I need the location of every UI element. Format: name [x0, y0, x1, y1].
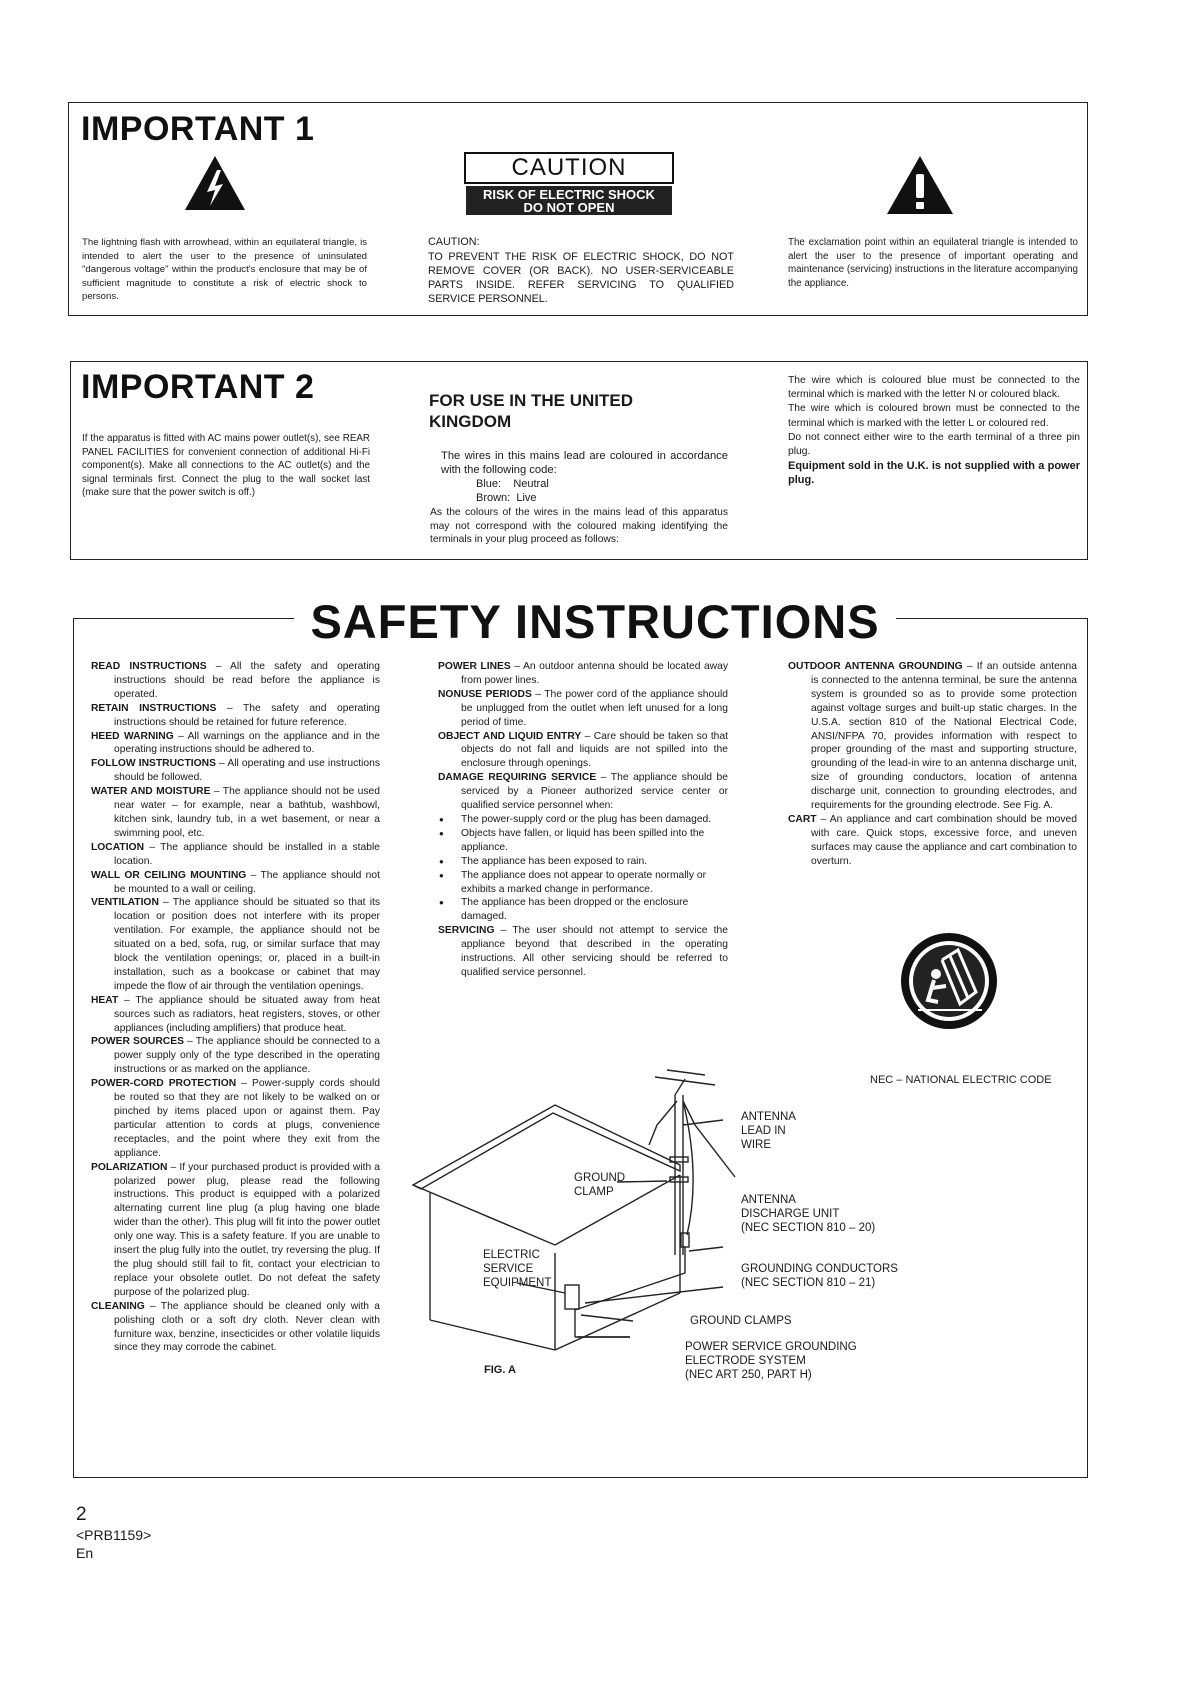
- safety-entry-heading: CLEANING: [91, 1300, 145, 1312]
- safety-entry-heading: WATER AND MOISTURE: [91, 786, 211, 798]
- safety-entry: [788, 813, 1077, 869]
- language-code: En: [76, 1545, 94, 1561]
- damage-condition-item: ● The appliance does not appear to operate normally or exhibits a marked change in performance.: [438, 869, 728, 897]
- safety-entry-text: – The appliance should be serviced by a Pioneer authorized service center or qualified service personnel when:: [461, 772, 729, 812]
- safety-entry-heading: LOCATION: [91, 841, 145, 853]
- caution-band-line-2: DO NOT OPEN: [523, 200, 615, 215]
- safety-entry-heading: SERVICING: [438, 925, 495, 937]
- safety-title: SAFETY INSTRUCTIONS: [294, 595, 895, 648]
- safety-entry: [91, 1077, 380, 1160]
- safety-entry-text: – The power cord of the appliance should be unplugged from the outlet when left unused for a long period of time.: [461, 688, 729, 728]
- safety-entry-heading: HEAT: [91, 994, 119, 1006]
- ground-clamps-label: GROUND CLAMPS: [690, 1315, 792, 1327]
- uk-heading: [429, 390, 633, 432]
- electric-service-label: ELECTRIC SERVICE EQUIPMENT: [483, 1249, 552, 1289]
- wire-code-blue: Blue: Neutral: [476, 478, 549, 490]
- important-2-left-text: If the apparatus is fitted with AC mains power outlet(s), see REAR PANEL FACILITIES for convenient connection of additional Hi-Fi component(s). Make all connections to the AC outlet(s) and the signal terminals first. Connect the plug to the wall socket last (make sure that the power switch is off.): [82, 433, 370, 499]
- lightning-warning-icon: [183, 154, 247, 212]
- exclamation-description: The exclamation point within an equilateral triangle is intended to alert the user to the presence of important operating and maintenance (servicing) instructions in the literature accompanying the appliance.: [788, 237, 1078, 289]
- safety-entry: [91, 1161, 380, 1300]
- safety-entry-text: – The user should not attempt to service the appliance beyond that described in the operating instructions. All other servicing should be referred to qualified service personnel.: [461, 925, 728, 978]
- safety-entry-text: – Care should be taken so that objects do not fall and liquids are not spilled into the enclosure through openings.: [461, 730, 728, 770]
- nec-label: NEC – NATIONAL ELECTRIC CODE: [870, 1074, 1052, 1086]
- caution-word: CAUTION: [464, 152, 674, 184]
- damage-condition-item: ● The appliance has been exposed to rain.: [438, 855, 728, 869]
- caution-label-graphic: [464, 152, 674, 215]
- safety-entry: [91, 994, 380, 1036]
- safety-title-wrap: [0, 596, 1190, 648]
- caution-band-line-1: RISK OF ELECTRIC SHOCK: [483, 187, 655, 202]
- safety-entry: [438, 688, 728, 730]
- page-footer: [76, 1504, 151, 1562]
- safety-entry-text: – The appliance should be connected to a power supply only of the type described in the operating instructions or as marked on the appliance.: [114, 1036, 380, 1076]
- safety-column-2: [438, 660, 728, 980]
- safety-entry: [91, 757, 380, 785]
- safety-entry-heading: POLARIZATION: [91, 1161, 168, 1173]
- lightning-description: The lightning flash with arrowhead, within an equilateral triangle, is intended to alert the user to the presence of uninsulated "dangerous voltage" within the product's enclosure that may be of sufficient magnitude to constitute a risk of electric shock to persons.: [82, 237, 367, 303]
- wire-code-brown: Brown: Live: [476, 492, 537, 504]
- uk-heading-line-2: KINGDOM: [429, 412, 512, 431]
- safety-entry-text: – An outdoor antenna should be located away from power lines.: [461, 661, 728, 686]
- safety-entry-heading: POWER LINES: [438, 661, 511, 672]
- grounding-conductors-label: GROUNDING CONDUCTORS (NEC SECTION 810 – 21): [741, 1263, 898, 1289]
- damage-condition-item: ● The appliance has been dropped or the enclosure damaged.: [438, 896, 728, 924]
- safety-entry-heading: HEED WARNING: [91, 730, 174, 742]
- figure-label: FIG. A: [484, 1364, 516, 1376]
- wire-colours-text: As the colours of the wires in the mains lead of this apparatus may not correspond with the coloured making identifying the terminals in your plug proceed as follows:: [430, 507, 728, 546]
- caution-band: [466, 186, 672, 215]
- safety-entry-text: – If an outside antenna is connected to the antenna terminal, be sure the antenna system is grounded so as to provide some protection against voltage surges and built-up static charges. In the U.S.A. section 810 of the National Electrical Code, ANSI/NFPA 70, provides information with respect to proper grounding of the mast and supporting structure, grounding of the lead-in wire to an antenna discharge unit, size of grounding conductors, location of antenna discharge unit, connection to grounding electrodes, and requirements for the grounding electrode. See Fig. A.: [811, 661, 1077, 812]
- damage-condition-item: ● The power-supply cord or the plug has been damaged.: [438, 813, 728, 827]
- safety-entry-heading: DAMAGE REQUIRING SERVICE: [438, 772, 597, 784]
- safety-entry: [91, 730, 380, 758]
- safety-entry-heading: NONUSE PERIODS: [438, 688, 532, 700]
- safety-entry-text: – An appliance and cart combination should be moved with care. Quick stops, excessive force, and uneven surfaces may cause the appliance and cart combination to overturn.: [811, 813, 1077, 867]
- safety-entry-text: – Power-supply cords should be routed so that they are not likely to be walked on or pinched by items placed upon or against them. Pay particular attention to cords at plugs, convenience receptacles, and the point where they exit from the appliance.: [114, 1078, 380, 1159]
- safety-entry-heading: OBJECT AND LIQUID ENTRY: [438, 730, 582, 742]
- safety-entry-heading: VENTILATION: [91, 897, 159, 909]
- safety-entry-heading: CART: [788, 813, 817, 825]
- no-plug-note: Equipment sold in the U.K. is not supplied with a power plug.: [788, 460, 1080, 487]
- safety-entry-heading: POWER SOURCES: [91, 1036, 184, 1048]
- brown-wire-rule: The wire which is coloured brown must be connected to the terminal which is marked with the letter L or coloured red.: [788, 403, 1080, 429]
- safety-entry-text: – The appliance should not be mounted to a wall or ceiling.: [114, 869, 380, 895]
- safety-entry-text: – The appliance should be installed in a stable location.: [114, 841, 380, 867]
- wires-intro: The wires in this mains lead are coloured in accordance with the following code:: [441, 450, 728, 477]
- power-service-grounding-label: POWER SERVICE GROUNDING ELECTRODE SYSTEM (NEC ART 250, PART H): [685, 1341, 857, 1381]
- safety-entry: [91, 869, 380, 897]
- safety-entry: [91, 896, 380, 993]
- ground-clamp-label: GROUND CLAMP: [574, 1172, 626, 1198]
- safety-entry: [788, 660, 1077, 813]
- uk-heading-line-1: FOR USE IN THE UNITED: [429, 391, 634, 410]
- safety-entry: [91, 1035, 380, 1077]
- important-1-title: IMPORTANT 1: [81, 110, 315, 148]
- safety-entry: [438, 771, 728, 813]
- safety-entry-text: – The appliance should be situated so that its location or position does not interfere with its proper ventilation. For example, the appliance should not be situated on a bed, sofa, rug, or similar surface that may block the ventilation openings; or, placed in a built-in installation, such as a bookcase or cabinet that may impede the flow of air through the ventilation openings.: [114, 897, 380, 992]
- safety-entry-text: – The safety and operating instructions should be retained for future reference.: [114, 702, 380, 728]
- safety-entry-heading: READ INSTRUCTIONS: [91, 661, 207, 672]
- safety-entry-heading: OUTDOOR ANTENNA GROUNDING: [788, 661, 963, 672]
- safety-entry-text: – All operating and use instructions should be followed.: [114, 758, 380, 784]
- safety-entry: [438, 924, 728, 980]
- safety-entry: [91, 702, 380, 730]
- safety-entry: [438, 730, 728, 772]
- safety-entry: [91, 660, 380, 702]
- safety-entry-text: – The appliance should not be used near water – for example, near a bathtub, washbowl, kitchen sink, laundry tub, in a wet basement, or near a swimming pool, etc.: [114, 786, 380, 839]
- discharge-unit-label: ANTENNA DISCHARGE UNIT (NEC SECTION 810 – 20): [741, 1194, 876, 1234]
- cart-tipover-warning-icon: [898, 930, 1000, 1032]
- antenna-grounding-diagram: [405, 1065, 765, 1355]
- safety-column-1: [91, 660, 380, 1355]
- blue-wire-rule: The wire which is coloured blue must be connected to the terminal which is marked with the letter N or coloured black.: [788, 375, 1080, 401]
- caution-text: TO PREVENT THE RISK OF ELECTRIC SHOCK, DO NOT REMOVE COVER (OR BACK). NO USER-SERVICEABLE PARTS INSIDE. REFER SERVICING TO QUALIFIED SERVICE PERSONNEL.: [428, 251, 734, 305]
- safety-entry-text: – The appliance should be cleaned only with a polishing cloth or a soft dry cloth. Never clean with furniture wax, benzine, insecticides or other volatile liquids since they may corrode the cabinet.: [114, 1300, 380, 1354]
- safety-entry: [91, 1300, 380, 1356]
- antenna-lead-in-label: ANTENNA LEAD IN WIRE: [741, 1111, 796, 1151]
- page-number: 2: [76, 1504, 87, 1525]
- uk-right-text: [788, 374, 1080, 488]
- damage-condition-item: ● Objects have fallen, or liquid has been spilled into the appliance.: [438, 827, 728, 855]
- safety-entry-heading: FOLLOW INSTRUCTIONS: [91, 758, 216, 770]
- safety-entry-heading: RETAIN INSTRUCTIONS: [91, 702, 217, 714]
- safety-entry: [91, 785, 380, 841]
- safety-entry-text: – All warnings on the appliance and in the operating instructions should be adhered to.: [114, 730, 380, 756]
- safety-entry: [438, 660, 728, 688]
- safety-column-3: [788, 660, 1077, 869]
- safety-entry-heading: WALL OR CEILING MOUNTING: [91, 869, 247, 881]
- safety-entry-heading: POWER-CORD PROTECTION: [91, 1078, 237, 1090]
- model-code: <PRB1159>: [76, 1527, 152, 1543]
- important-2-title: IMPORTANT 2: [81, 368, 315, 406]
- safety-entry-text: – All the safety and operating instructions should be read before the appliance is operated.: [114, 661, 380, 700]
- safety-entry-text: – If your purchased product is provided with a polarized power plug, please read the following instructions. This product is equipped with a polarized alternating current line plug (a plug having one blade wider than the other). This plug will fit into the power outlet only one way. This is a safety feature. If you are unable to insert the plug fully into the outlet, try reversing the plug. If the plug should still fail to fit, contact your electrician to replace your obsolete outlet. Do not defeat the safety purpose of the polarized plug.: [114, 1161, 380, 1298]
- earth-rule: Do not connect either wire to the earth terminal of a three pin plug.: [788, 431, 1080, 458]
- safety-entry-text: – The appliance should be situated away from heat sources such as radiators, heat registers, stoves, or other appliances (including amplifiers) that produce heat.: [114, 994, 380, 1034]
- safety-entry: [91, 841, 380, 869]
- exclamation-warning-icon: [885, 154, 955, 216]
- caution-heading: CAUTION:: [428, 236, 480, 248]
